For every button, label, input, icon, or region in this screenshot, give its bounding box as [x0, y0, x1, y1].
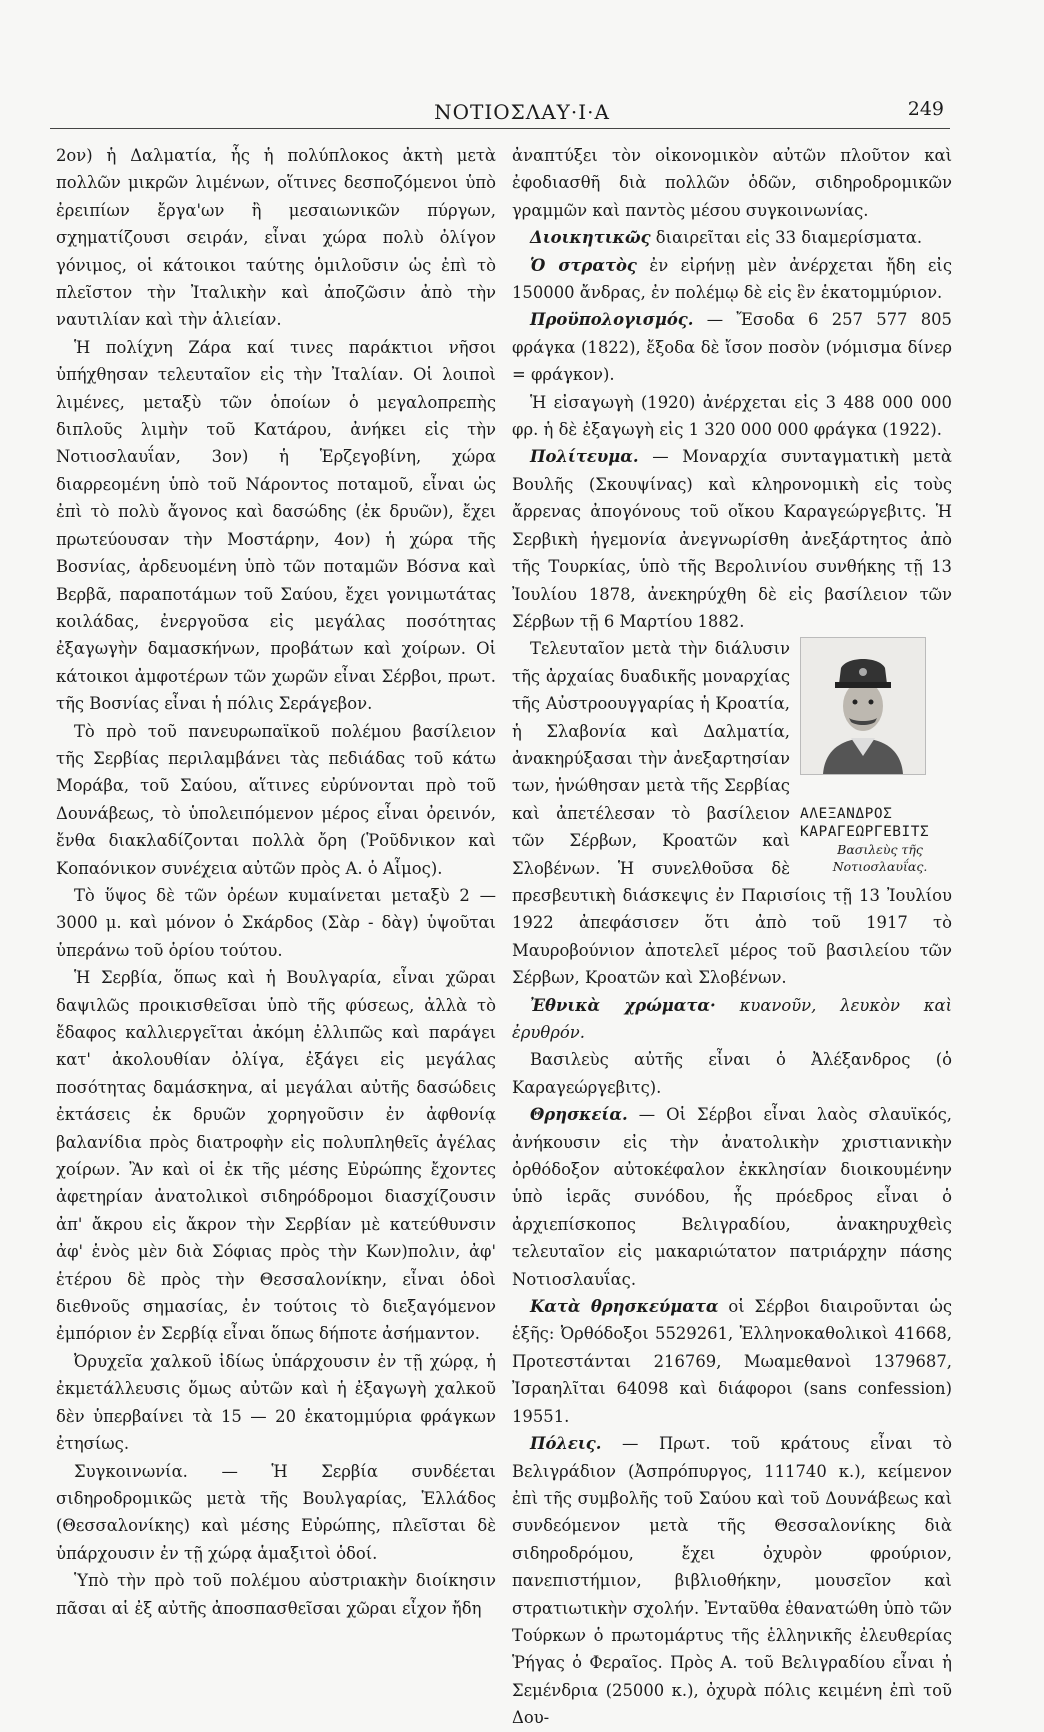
colors-paragraph: Ἐθνικὰ χρώματα· κυανοῦν, λευκὸν καὶ ἐρυθρόν. [512, 995, 953, 1042]
religion-label: Θρησκεία. [530, 1105, 628, 1125]
budget-label: Προϋπολογισμός. [530, 310, 694, 330]
running-title: ΝΟΤΙΟΣΛΑΥ·Ι·Α [434, 100, 610, 124]
king-paragraph: Βασιλεὺς αὐτῆς εἶναι ὁ Ἀλέξανδρος (ὁ Καραγεώργεβιτς). [512, 1050, 952, 1097]
paragraph: Ἡ Σερβία, ὅπως καὶ ἡ Βουλγαρία, εἶναι χῶραι δαψιλῶς προικισθεῖσαι ὑπὸ τῆς φύσεως, ἀλλὰ τὸ ἔδαφος καλλιεργεῖται ἀκόμη ἐλλιπῶς καὶ παράγει κατ' ἀκολουθίαν ὀλίγα, ἐξάγει εἰς μεγάλας ποσότητας δαμάσκηνα, αἱ μεγάλαι αὐτῆς δασώδεις ἐκτάσεις ἐκ δρυῶν χορηγοῦσιν ἐν ἀφθονίᾳ βαλανίδια πρὸς διατροφὴν εἰς πολυπληθεῖς ἀγέλας χοίρων. Ἂν καὶ οἱ ἐκ τῆς μέσης Εὐρώπης ἔχοντες ἀφετηρίαν ἀνατολικοὶ σιδηρόδρομοι διασχίζουσιν ἀπ' ἄκρου εἰς ἄκρον τὴν Σερβίαν μὲ κατεύθυνσιν ἀφ' ἑνὸς μὲν διὰ Σόφιας πρὸς τὴν Κων)πολιν, ἀφ' ἑτέρου δὲ πρὸς τὴν Θεσσαλονίκην, εἶναι ὁδοὶ διεθνοῦς σημασίας, ἐν τούτοις τὸ διεξαγόμενον ἐμπόριον ἐν Σερβίᾳ εἶναι ὅπως δήποτε ἀσήμαντον. [56, 968, 496, 1344]
king-portrait-photo [800, 637, 926, 775]
colors-label: Ἐθνικὰ χρώματα· [530, 995, 716, 1015]
cities-label: Πόλεις. [530, 1434, 602, 1454]
portrait-caption-name: ΑΛΕΞΑΝΔΡΟΣ ΚΑΡΑΓΕΩΡΓΕΒΙΤΣ [800, 806, 930, 841]
left-column [56, 142, 496, 1622]
paragraph: Συγκοινωνία. — Ἡ Σερβία συνδέεται σιδηροδρομικῶς μετὰ τῆς Βουλγαρίας, Ἑλλάδος (Θεσσαλονίκης) καὶ μέσης Εὐρώπης, πλεῖσται δὲ ὑπάρχουσιν ἐν τῇ χώρᾳ ἁμαξιτοὶ ὁδοί. [56, 1461, 496, 1563]
paragraph: Ἡ πολίχνη Ζάρα καί τινες παράκτιοι νῆσοι ὑπήχθησαν τελευταῖον εἰς τὴν Ἰταλίαν. Οἱ λοιποὶ λιμένες, μεταξὺ τῶν ὁποίων ὁ μεγαλοπρεπὴς διπλοῦς λιμὴν τοῦ Κατάρου, ἀνήκει εἰς τὴν Νοτιοσλαυΐαν, 3ον) ἡ Ἑρζεγοβίνη, χώρα διαρρεομένη ὑπὸ τοῦ Νάροντος ποταμοῦ, εἶναι ὡς ἐπὶ τὸ πολὺ ἄγονος καὶ δασώδης (ἐκ δρυῶν), ἔχει πρωτεύουσαν τὴν Μοστάρην, 4ον) ἡ χώρα τῆς Βοσνίας, ἀρδευομένη ὑπὸ τῶν ποταμῶν Βόσνα καὶ Βερβᾶ, παραποτάμων τοῦ Σαύου, ἔχει γονιμωτάτας κοιλάδας, ἐνεργοῦσα εἰς μεγάλας ποσότητας ἐξαγωγὴν δαμασκήνων, προβάτων καὶ χοίρων. Οἱ κάτοικοι ἀμφοτέρων τῶν χωρῶν εἶναι Σέρβοι, πρωτ. τῆς Βοσνίας εἶναι ἡ πόλις Σεράγεβον. [56, 337, 496, 714]
paragraph: Ὑπὸ τὴν πρὸ τοῦ πολέμου αὐστριακὴν διοίκησιν πᾶσαι αἱ ἐξ αὐτῆς ἀποσπασθεῖσαι χῶραι εἶχον ἤδη [56, 1571, 496, 1618]
kingdom-paragraph: Τελευταῖον μετὰ τὴν διάλυσιν τῆς ἀρχαίας δυαδικῆς μοναρχίας τῆς Αὐστροουγγαρίας ἡ Κροατία, ἡ Σλαβονία καὶ Δαλματία, ἀνακηρύξασαι τὴν ἀνεξαρτησίαν των, ἡνώθησαν μετὰ τῆς Σερβίας καὶ ἀπετέλεσαν τὸ βασίλειον τῶν Σέρβων, Κροατῶν καὶ Σλοβένων. Ἡ συνελθοῦσα δὲ πρεσβευτικὴ διάσκεψις ἐν Παρισίοις τῇ 13 Ἰουλίου 1922 ἀπεφάσισεν ὅτι ἀπὸ τοῦ 1917 τὸ Μαυροβούνιον ἀποτελεῖ μέρος τοῦ βασιλείου τῶν Σέρβων, Κροατῶν καὶ Σλοβένων. [512, 639, 952, 988]
portrait-icon [801, 638, 925, 774]
budget-paragraph: Προϋπολογισμός. — Ἔσοδα 6 257 577 805 φράγκα (1822), ἔξοδα δὲ ἴσον ποσὸν (νόμισμα δίνερ = φράγκον). [512, 310, 952, 385]
polity-paragraph: Πολίτευμα. — Μοναρχία συνταγματικὴ μετὰ Βουλῆς (Σκουψίνας) καὶ κληρονομικὴ εἰς τοὺς ἄρρενας ἀπογόνους τοῦ οἴκου Καραγεώργεβιτς. Ἡ Σερβικὴ ἡγεμονία ἀνεγνωρίσθη ἀνεξάρτητος ἀπὸ τῆς Τουρκίας, ὑπὸ τῆς Βερολινίου συνθήκης τῇ 13 Ἰουλίου 1878, ἀνεκηρύχθη δὲ εἰς βασίλειον τῶν Σέρβων τῇ 6 Μαρτίου 1882. [512, 447, 952, 631]
paragraph: 2ον) ἡ Δαλματία, ἧς ἡ πολύπλοκος ἀκτὴ μετὰ πολλῶν μικρῶν λιμένων, οἵτινες δεσποζόμενοι ὑπὸ ἐρειπίων ἔργα'ων ἢ μεσαιωνικῶν πύργων, σχηματίζουσι σειράν, εἶναι χώρα πολὺ ὀλίγον γόνιμος, οἱ κάτοικοι ταύτης ὁμιλοῦσιν ὡς ἐπὶ τὸ πλεῖστον τὴν Ἰταλικὴν καὶ ἀποζῶσιν ἀπὸ τὴν ναυτιλίαν καὶ τὴν ἁλιείαν. [56, 146, 496, 330]
religion-paragraph: Θρησκεία. — Οἱ Σέρβοι εἶναι λαὸς σλαυϊκός, ἀνήκουσιν εἰς τὴν ἀνατολικὴν χριστιανικὴν ὀρθόδοξον αὐτοκέφαλον ἐκκλησίαν διοικουμένην ὑπὸ ἱερᾶς συνόδου, ἧς πρόεδρος εἶναι ὁ ἀρχιεπίσκοπος Βελιγραδίου, ἀνακηρυχθεὶς τελευταῖον εἰς μακαριώτατον πατριάρχην πάσης Νοτιοσλαυΐας. [512, 1105, 952, 1289]
cities-paragraph: Πόλεις. — Πρωτ. τοῦ κράτους εἶναι τὸ Βελιγράδιον (Ἀσπρόπυργος, 111740 κ.), κείμενον ἐπὶ τῆς συμβολῆς τοῦ Σαύου καὶ τοῦ Δουνάβεως καὶ συνδεόμενον μετὰ τῆς Θεσσαλονίκης διὰ σιδηροδρόμου, ἔχει ὀχυρὸν φρούριον, πανεπιστήμιον, βιβλιοθήκην, μουσεῖον καὶ στρατιωτικὴν σχολήν. Ἐνταῦθα ἐθανατώθη ὑπὸ τῶν Τούρκων ὁ πρωτομάρτυς τῆς ἑλληνικῆς ἐλευθερίας Ῥήγας ὁ Φεραῖος. Πρὸς Α. τοῦ Βελιγραδίου εἶναι ἡ Σεμένδρια (25000 κ.), ὀχυρὰ πόλις κειμένη ἐπὶ τοῦ Δου- [512, 1434, 952, 1728]
trade-paragraph: Ἡ εἰσαγωγὴ (1920) ἀνέρχεται εἰς 3 488 000 000 φρ. ἡ δὲ ἐξαγωγὴ εἰς 1 320 000 000 φράγκα (1922). [512, 392, 952, 440]
denominations-label: Κατὰ θρησκεύματα [530, 1297, 719, 1317]
paragraph: Τὸ πρὸ τοῦ πανευρωπαϊκοῦ πολέμου βασίλειον τῆς Σερβίας περιλαμβάνει τὰς πεδιάδας τοῦ κάτω Μοράβα, τοῦ Σαύου, αἵτινες εὐρύνονται πρὸ τοῦ Δουνάβεως, τὸ ὑπολειπόμενον μέρος εἶναι ὀρεινόν, ἔνθα διακλαδίζονται πολλὰ ὄρη (Ῥοῦδνικον καὶ Κοπαόνικον συνέχεια αὐτῶν πρὸς Α. ὁ Αἷμος). [56, 721, 496, 878]
army-paragraph: Ὁ στρατὸς ἐν εἰρήνῃ μὲν ἀνέρχεται ἤδη εἰς 150000 ἄνδρας, ἐν πολέμῳ δὲ εἰς ἓν ἑκατομμύριον. [512, 255, 953, 303]
page-number: 249 [907, 98, 944, 120]
page-header [0, 96, 1044, 126]
paragraph: ἀναπτύξει τὸν οἰκονομικὸν αὐτῶν πλοῦτον καὶ ἐφοδιασθῆ διὰ πολλῶν ὁδῶν, σιδηροδρομικῶν γραμμῶν καὶ παντὸς μέσου συγκοινωνίας. [512, 146, 952, 220]
paragraph: Ὀρυχεῖα χαλκοῦ ἰδίως ὑπάρχουσιν ἐν τῇ χώρᾳ, ἡ ἐκμετάλλευσις ὅμως αὐτῶν καὶ ἡ ἐξαγωγὴ χαλκοῦ δὲν ὑπερβαίνει τὰ 15 — 20 ἑκατομμύρια φράγκων ἐτησίως. [56, 1351, 496, 1454]
header-rule [50, 128, 950, 129]
right-column [512, 142, 952, 1732]
paragraph: Τὸ ὕψος δὲ τῶν ὀρέων κυμαίνεται μεταξὺ 2 — 3000 μ. καὶ μόνον ὁ Σκάρδος (Σὰρ - δὰγ) ὑψοῦται ὑπεράνω τοῦ ὁρίου τούτου. [56, 885, 496, 960]
denominations-paragraph: Κατὰ θρησκεύματα οἱ Σέρβοι διαιροῦνται ὡς ἑξῆς: Ὀρθόδοξοι 5529261, Ἑλληνοκαθολικοὶ 41668, Προτεστάνται 216769, Μωαμεθανοὶ 1379687, Ἰσραηλῖται 64098 καὶ διάφοροι (sans confession) 19551. [512, 1297, 952, 1426]
army-label: Ὁ στρατὸς [530, 255, 637, 275]
portrait-caption-title: Βασιλεὺς τῆς Νοτιοσλαυΐας. [832, 842, 928, 875]
admin-paragraph: Διοικητικῶς διαιρεῖται εἰς 33 διαμερίσματα. [530, 228, 923, 248]
admin-label: Διοικητικῶς [530, 228, 651, 248]
portrait-figure [800, 637, 952, 875]
polity-label: Πολίτευμα. [530, 447, 639, 467]
